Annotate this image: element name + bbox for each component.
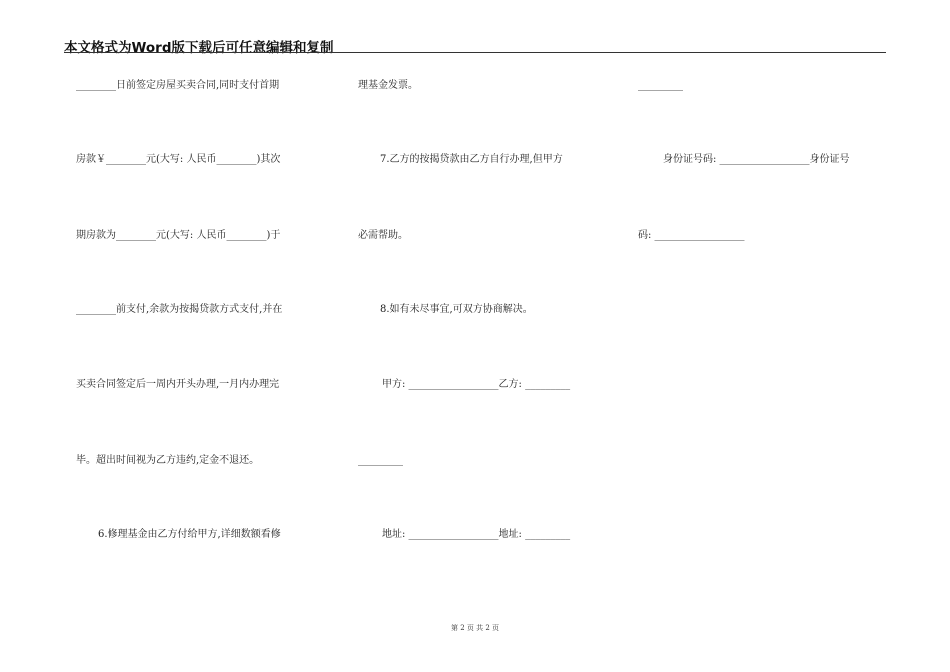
document-header-title: 本文格式为Word版下载后可任意编辑和复制 bbox=[64, 40, 334, 56]
header-divider bbox=[64, 52, 886, 53]
page-number-footer: 第 2 页 共 2 页 bbox=[450, 624, 500, 632]
middle-blank-line: _________ bbox=[358, 455, 403, 466]
middle-line-2: 7.乙方的按揭贷款由乙方自行办理,但甲方 bbox=[380, 154, 563, 165]
left-line-5: 买卖合同签定后一周内开头办理,一月内办理完 bbox=[76, 379, 280, 390]
middle-line-1: 理基金发票。 bbox=[358, 80, 418, 91]
right-id-line-1: 身份证号码: __________________身份证号 bbox=[663, 154, 850, 165]
right-blank-line: _________ bbox=[638, 80, 683, 91]
middle-signature-line: 甲方: __________________乙方: _________ bbox=[382, 379, 571, 390]
left-line-6: 毕。超出时间视为乙方违约,定金不退还。 bbox=[76, 455, 260, 466]
left-line-7: 6.修理基金由乙方付给甲方,详细数额看修 bbox=[98, 529, 281, 540]
middle-line-3: 必需帮助。 bbox=[358, 230, 408, 241]
left-line-1: ________日前签定房屋买卖合同,同时支付首期 bbox=[76, 80, 280, 91]
left-line-3: 期房款为________元(大写: 人民币________)于 bbox=[76, 230, 281, 241]
right-id-line-2: 码: __________________ bbox=[638, 230, 745, 241]
middle-line-4: 8.如有未尽事宜,可双方协商解决。 bbox=[380, 304, 533, 315]
left-line-2: 房款￥________元(大写: 人民币________)其次 bbox=[76, 154, 281, 165]
middle-address-line: 地址: __________________地址: _________ bbox=[382, 529, 571, 540]
left-line-4: ________前支付,余款为按揭贷款方式支付,并在 bbox=[76, 304, 283, 315]
